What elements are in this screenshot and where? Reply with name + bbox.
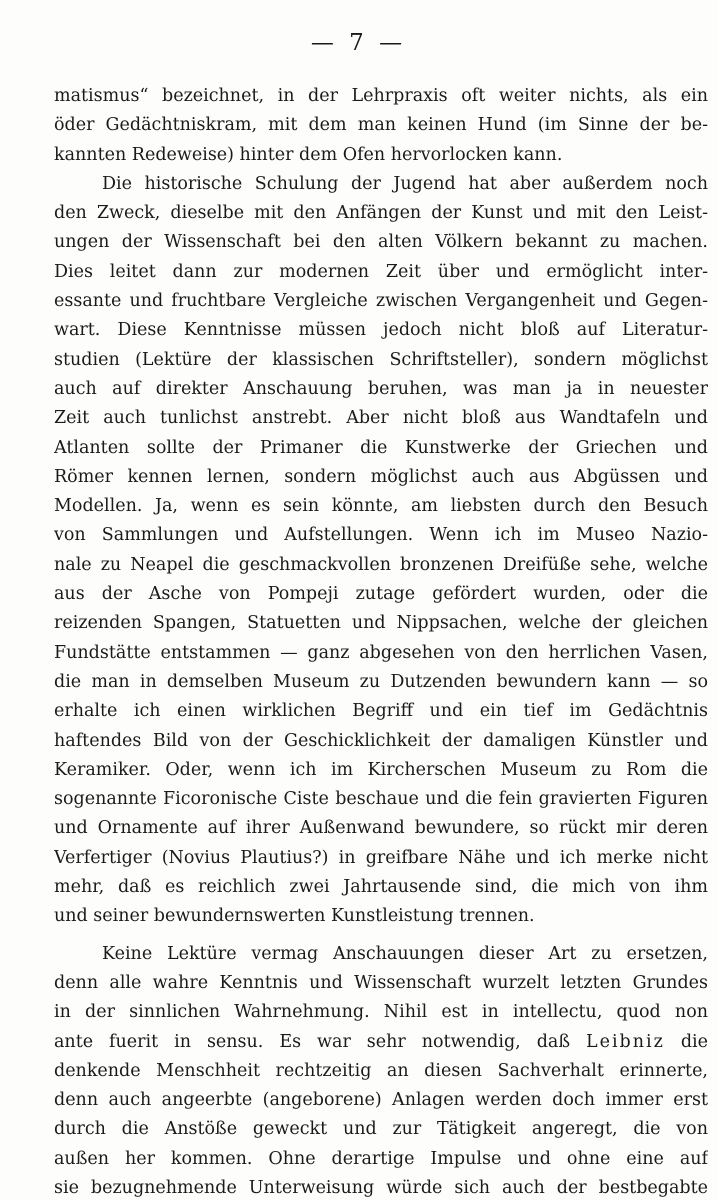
- text-line: durch die Anstöße geweckt und zur Tätigkeit angeregt, die von: [54, 1119, 708, 1140]
- text-line: erhalte ich einen wirklichen Begriff und ein tief im Gedächtnis: [54, 701, 708, 722]
- text-line: Fundstätte entstammen — ganz abgesehen von den herrlichen Vasen,: [54, 642, 708, 663]
- text-line: kannten Redeweise) hinter dem Ofen hervorlocken kann.: [54, 144, 563, 165]
- text-line: Römer kennen lernen, sondern möglichst auch aus Abgüssen und: [54, 466, 708, 487]
- text-line: die man in demselben Museum zu Dutzenden bewundern kann — so: [54, 671, 708, 692]
- text-line: mehr, daß es reichlich zwei Jahrtausende sind, die mich von ihm: [54, 877, 708, 898]
- text-line: studien (Lektüre der klassischen Schriftsteller), sondern möglichst: [54, 349, 708, 370]
- body-text: [54, 82, 708, 1203]
- text-line: nale zu Neapel die geschmackvollen bronzenen Dreifüße sehe, welche: [54, 554, 708, 575]
- text-line: matismus“ bezeichnet, in der Lehrpraxis oft weiter nichts, als ein: [54, 86, 708, 106]
- text-line: Keine Lektüre vermag Anschauungen dieser Art zu ersetzen,: [102, 943, 708, 964]
- text-line: sogenannte Ficoronische Ciste beschaue und die fein gravierten Figuren: [54, 789, 708, 810]
- text-line: denn auch angeerbte (angeborene) Anlagen werden doch immer erst: [54, 1090, 708, 1111]
- text-line: von Sammlungen und Aufstellungen. Wenn ich im Museo Nazio-: [54, 525, 708, 546]
- page-number: — 7 —: [310, 30, 407, 56]
- text-segment: ante fuerit in sensu. Es war sehr notwendig, daß: [54, 1031, 571, 1052]
- text-line: auch auf direkter Anschauung beruhen, was man ja in neuester: [54, 378, 708, 399]
- text-line: Verfertiger (Novius Plautius?) in greifbare Nähe und ich merke nicht: [54, 847, 708, 868]
- text-line-with-name: [54, 1028, 708, 1057]
- text-line: außen her kommen. Ohne derartige Impulse und ohne eine auf: [54, 1148, 708, 1169]
- text-line: essante und fruchtbare Vergleiche zwischen Vergangenheit und Gegen-: [54, 291, 708, 312]
- text-line: Modellen. Ja, wenn es sein könnte, am liebsten durch den Besuch: [54, 496, 708, 517]
- text-line: reizenden Spangen, Statuetten und Nippsachen, welche der gleichen: [54, 613, 708, 634]
- text-line: in der sinnlichen Wahrnehmung. Nihil est in intellectu, quod non: [54, 1002, 708, 1023]
- paragraph-gap: [54, 932, 708, 940]
- text-line: Atlanten sollte der Primaner die Kunstwerke der Griechen und: [54, 437, 708, 458]
- text-line: aus der Asche von Pompeji zutage gefördert wurden, oder die: [54, 584, 708, 605]
- spaced-name: Leibniz: [585, 1031, 665, 1052]
- text-line: sie bezugnehmende Unterweisung würde sich auch der bestbegabte: [54, 1177, 708, 1198]
- text-line: denkende Menschheit rechtzeitig an diesen Sachverhalt erinnerte,: [54, 1060, 708, 1081]
- text-line: ungen der Wissenschaft bei den alten Völkern bekannt zu machen.: [54, 232, 708, 253]
- text-segment: die: [680, 1031, 708, 1052]
- text-line: denn alle wahre Kenntnis und Wissenschaft wurzelt letzten Grundes: [54, 972, 708, 993]
- text-line: und seiner bewundernswerten Kunstleistung trennen.: [54, 906, 535, 927]
- text-line: wart. Diese Kenntnisse müssen jedoch nicht bloß auf Literatur-: [54, 320, 708, 341]
- text-line: öder Gedächtniskram, mit dem man keinen Hund (im Sinne der be-: [54, 115, 708, 136]
- text-line: und Ornamente auf ihrer Außenwand bewundere, so rückt mir deren: [54, 818, 708, 839]
- text-line: den Zweck, dieselbe mit den Anfängen der Kunst und mit den Leist-: [54, 203, 708, 224]
- text-line: Dies leitet dann zur modernen Zeit über und ermöglicht inter-: [54, 261, 708, 282]
- text-line: Zeit auch tunlichst anstrebt. Aber nicht bloß aus Wandtafeln und: [54, 408, 708, 429]
- text-line: Die historische Schulung der Jugend hat aber außerdem noch: [102, 173, 708, 194]
- text-line: Keramiker. Oder, wenn ich im Kircherschen Museum zu Rom die: [54, 759, 708, 780]
- text-line: haftendes Bild von der Geschicklichkeit der damaligen Künstler und: [54, 730, 708, 751]
